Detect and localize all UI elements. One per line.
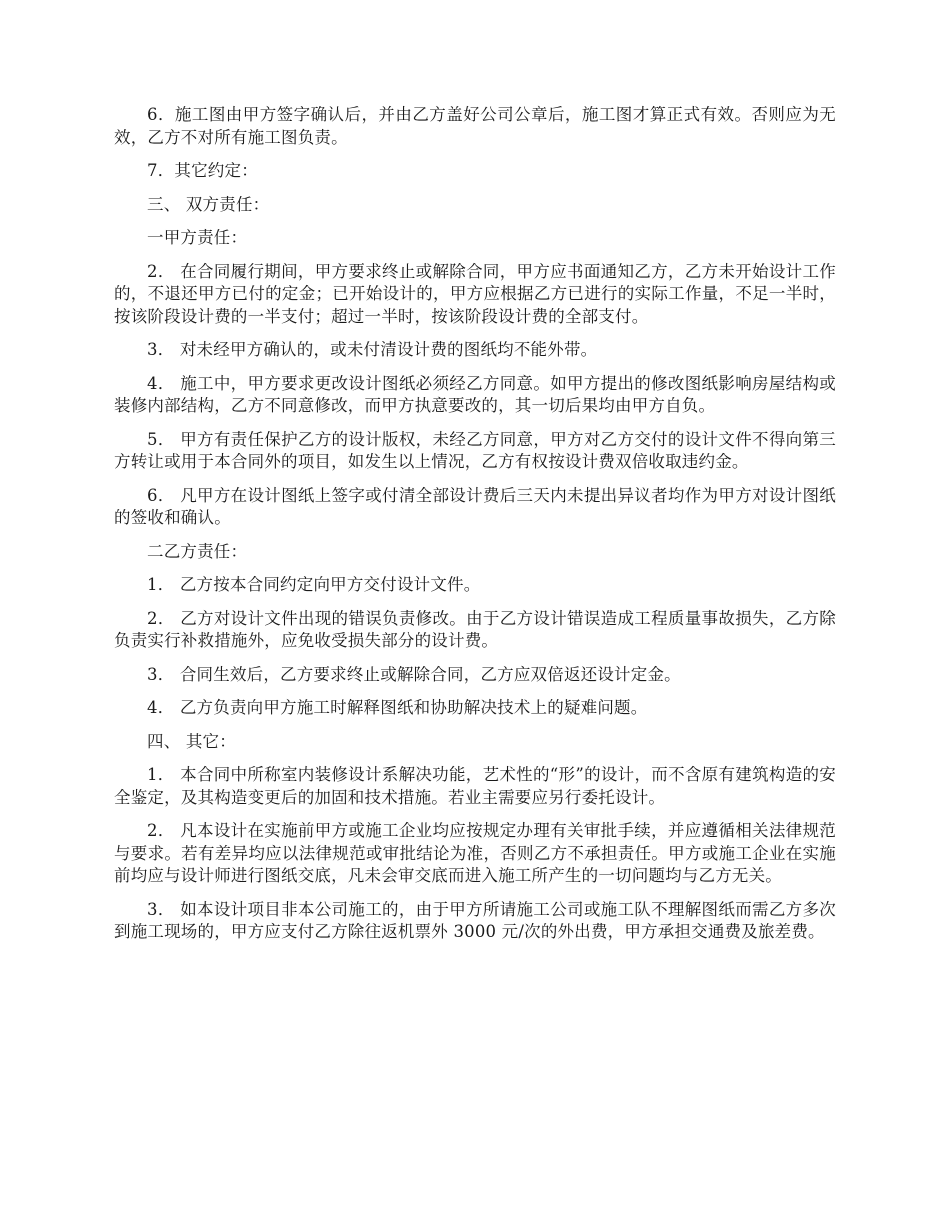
paragraph-party-a-item-5: 5． 甲方有责任保护乙方的设计版权，未经乙方同意，甲方对乙方交付的设计文件不得向第三方转让或用于本合同外的项目，如发生以上情况，乙方有权按设计费双倍收取违约金。 — [114, 429, 836, 471]
paragraph-party-a-item-2: 2． 在合同履行期间，甲方要求终止或解除合同，甲方应书面通知乙方，乙方未开始设计工作的，不退还甲方已付的定金；已开始设计的，甲方应根据乙方已进行的实际工作量，不足一半时，按该阶段设计费的一半支付；超过一半时，按该阶段设计费的全部支付。 — [114, 261, 836, 326]
paragraph-party-a-item-6: 6． 凡甲方在设计图纸上签字或付清全部设计费后三天内未提出异议者均作为甲方对设计图纸的签收和确认。 — [114, 485, 836, 527]
paragraph-party-b-item-3: 3． 合同生效后，乙方要求终止或解除合同，乙方应双倍返还设计定金。 — [147, 664, 681, 684]
paragraph-party-b-item-4: 4． 乙方负责向甲方施工时解释图纸和协助解决技术上的疑难问题。 — [147, 698, 648, 717]
paragraph-clause-7-other-agreements: 7．其它约定： — [147, 161, 258, 180]
section-heading-mutual-responsibilities: 三、 双方责任： — [147, 194, 270, 214]
paragraph-party-a-item-3: 3． 对未经甲方确认的，或未付清设计费的图纸均不能外带。 — [147, 340, 598, 359]
section-heading-other: 四、 其它： — [147, 731, 236, 751]
paragraph-other-item-3: 3． 如本设计项目非本公司施工的，由于甲方所请施工公司或施工队不理解图纸而需乙方多次到施工现场的，甲方应支付乙方除往返机票外 3000 元/次的外出费，甲方承担交通费及旅差费。 — [114, 899, 836, 941]
paragraph-other-item-2: 2． 凡本设计在实施前甲方或施工企业均应按规定办理有关审批手续，并应遵循相关法律规范与要求。若有差异均应以法律规范或审批结论为准，否则乙方不承担责任。甲方或施工企业在实施前均应与设计师进行图纸交底，凡未会审交底而进入施工所产生的一切问题均与乙方无关。 — [114, 821, 836, 885]
subheading-party-a-responsibilities: 一甲方责任： — [147, 228, 248, 247]
paragraph-clause-6-construction-drawings: 6．施工图由甲方签字确认后，并由乙方盖好公司公章后，施工图才算正式有效。否则应为无效，乙方不对所有施工图负责。 — [114, 105, 836, 147]
document-body — [114, 104, 836, 955]
paragraph-party-b-item-2: 2． 乙方对设计文件出现的错误负责修改。由于乙方设计错误造成工程质量事故损失，乙方除负责实行补救措施外，应免收受损失部分的设计费。 — [114, 608, 836, 650]
paragraph-party-a-item-4: 4． 施工中，甲方要求更改设计图纸必须经乙方同意。如甲方提出的修改图纸影响房屋结构或装修内部结构，乙方不同意修改，而甲方执意要改的，其一切后果均由甲方自负。 — [114, 373, 836, 415]
paragraph-party-b-item-1: 1． 乙方按本合同约定向甲方交付设计文件。 — [147, 575, 481, 594]
subheading-party-b-responsibilities: 二乙方责任： — [147, 541, 248, 561]
paragraph-other-item-1: 1． 本合同中所称室内装修设计系解决功能，艺术性的“形”的设计，而不含原有建筑构造的安全鉴定，及其构造变更后的加固和技术措施。若业主需要应另行委托设计。 — [114, 765, 836, 807]
